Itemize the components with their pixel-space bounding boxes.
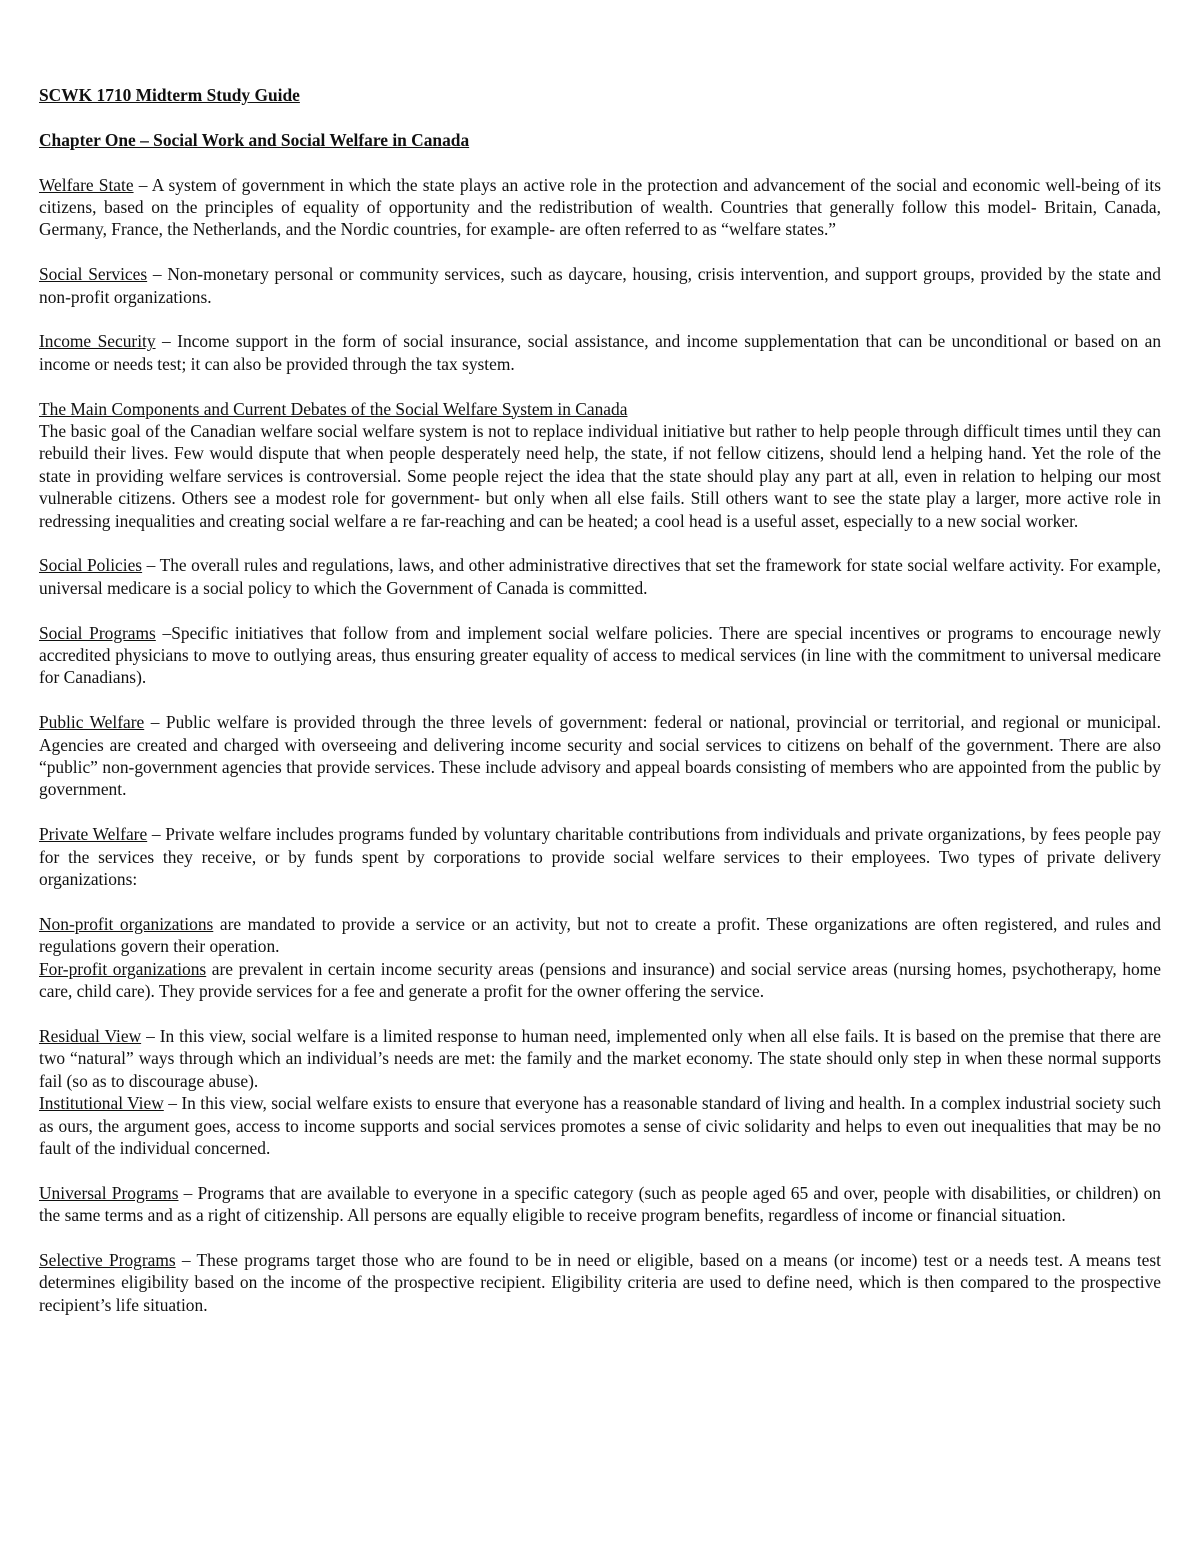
term-label: Private Welfare — [39, 824, 148, 845]
term-separator: – — [175, 1249, 197, 1270]
definition-social-programs — [39, 622, 1161, 689]
definition-text: Specific initiatives that follow from and implement social welfare policies. There are special incentives or programs to encourage newly accredited physicians to move to outlying areas, thus ensuring greater equality of access to medical services (in line with the commitment to universal medicare for Canadians). — [39, 622, 1161, 688]
definition-text: These programs target those who are found to be in need or eligible, based on a means (or income) test or a needs test. A means test determines eligibility based on the income of the prospective recipient. Eligibility criteria are used to define need, which is then compared to the prospective recipient’s life situation. — [39, 1249, 1161, 1315]
term-label: Institutional View — [39, 1093, 164, 1114]
term-separator: – — [144, 712, 166, 733]
term-separator: – — [141, 1025, 160, 1046]
definition-text: are mandated to provide a service or an activity, but not to create a profit. These organizations are often registered, and rules and regulations govern their operation. — [39, 913, 1161, 957]
term-separator: – — [133, 174, 152, 195]
section-main-components — [39, 398, 1161, 532]
definition-selective-programs — [39, 1249, 1161, 1316]
term-label: For-profit organizations — [39, 958, 207, 979]
document-page — [39, 84, 1161, 1339]
term-label: Universal Programs — [39, 1182, 179, 1203]
definition-text: Income support in the form of social insurance, social assistance, and income supplementation that can be unconditional or based on an income or needs test; it can also be provided through the tax system. — [39, 331, 1162, 374]
term-separator: – — [147, 824, 166, 845]
definition-text: Programs that are available to everyone in a specific category (such as people aged 65 and over, people with disabilities, or children) on the same terms and as a right of citizenship. All persons are equally eligible to receive program benefits, regardless of income or financial situation. — [39, 1182, 1162, 1226]
definition-income-security — [39, 330, 1161, 375]
term-label: Public Welfare — [39, 712, 145, 733]
definition-social-services — [39, 263, 1161, 308]
chapter-title: Chapter One – Social Work and Social Welfare in Canada — [39, 129, 470, 150]
term-separator: – — [142, 555, 160, 576]
definition-residual-view — [39, 1025, 1161, 1092]
term-separator: – — [155, 622, 172, 643]
term-separator: – — [147, 264, 168, 285]
definition-welfare-state — [39, 174, 1161, 241]
term-label: Selective Programs — [39, 1249, 176, 1270]
term-separator: – — [178, 1182, 198, 1203]
definition-public-welfare — [39, 711, 1161, 801]
term-label: Residual View — [39, 1025, 142, 1046]
definition-text: In this view, social welfare exists to ensure that everyone has a reasonable standard of living and health. In a complex industrial society such as ours, the argument goes, access to income supports and social services promotes a sense of civic solidarity and helps to even out inequalities that may be no fault of the individual concerned. — [39, 1093, 1161, 1158]
definition-text: Public welfare is provided through the three levels of government: federal or national, provincial or territorial, and regional or municipal. Agencies are created and charged with overseeing and delivering income security and social services to citizens on behalf of the government. There are also “public” non-government agencies that provide services. These include advisory and appeal boards consisting of members who are appointed from the public by government. — [39, 712, 1161, 800]
term-label: Income Security — [39, 331, 156, 352]
definition-private-welfare — [39, 823, 1161, 890]
section-heading: The Main Components and Current Debates of the Social Welfare System in Canada — [39, 398, 628, 419]
definition-non-profit — [39, 913, 1161, 958]
document-title: SCWK 1710 Midterm Study Guide — [39, 85, 300, 105]
definition-universal-programs — [39, 1182, 1161, 1227]
definition-text: Private welfare includes programs funded by voluntary charitable contributions from individuals and private organizations, by fees people pay for the services they receive, or by funds spent by corporations to provide social welfare services to their employees. Two types of private delivery organizations: — [39, 824, 1161, 890]
definition-text: Non-monetary personal or community services, such as daycare, housing, crisis intervention, and support groups, provided by the state and non-profit organizations. — [39, 264, 1161, 307]
term-label: Welfare State — [39, 174, 134, 195]
definition-text: are prevalent in certain income security areas (pensions and insurance) and social service areas (nursing homes, psychotherapy, home care, child care). They provide services for a fee and generate a profit for the owner offering the service. — [39, 958, 1161, 1002]
definition-institutional-view — [39, 1092, 1161, 1159]
term-label: Social Programs — [39, 622, 156, 643]
definition-text: A system of government in which the state plays an active role in the protection and advancement of the social and economic well-being of its citizens, based on the principles of equality of opportunity and the redistribution of wealth. Countries that generally follow this model- Britain, Canada, Germany, France, the Netherlands, and the Nordic countries, for example- are often referred to as “welfare states.” — [39, 174, 1161, 240]
definition-for-profit — [39, 958, 1161, 1003]
definition-text: In this view, social welfare is a limited response to human need, implemented only when all else fails. It is based on the premise that there are two “natural” ways through which an individual’s needs are met: the family and the market economy. The state should only step in when these normal supports fail (so as to discourage abuse). — [39, 1025, 1161, 1091]
definition-text: The overall rules and regulations, laws, and other administrative directives that set the framework for state social welfare activity. For example, universal medicare is a social policy to which the Government of Canada is committed. — [39, 555, 1162, 598]
term-label: Social Policies — [39, 555, 143, 576]
section-body: The basic goal of the Canadian welfare social welfare system is not to replace individual initiative but rather to help people through difficult times until they can rebuild their lives. Few would dispute that when people desperately need help, the state, if not fellow citizens, should lend a helping hand. Yet the role of the state in providing welfare services is controversial. Some people reject the idea that the state should play any part at all, even in relation to helping our most vulnerable citizens. Others see a modest role for government- but only when all else fails. Still others want to see the state play a larger, more active role in redressing inequalities and creating social welfare a re far-reaching and can be heated; a cool head is a useful asset, especially to a new social worker. — [39, 421, 1161, 531]
term-separator: – — [155, 331, 178, 352]
term-label: Non-profit organizations — [39, 913, 214, 934]
definition-social-policies — [39, 554, 1161, 599]
term-separator: – — [163, 1093, 182, 1114]
term-label: Social Services — [39, 264, 148, 285]
